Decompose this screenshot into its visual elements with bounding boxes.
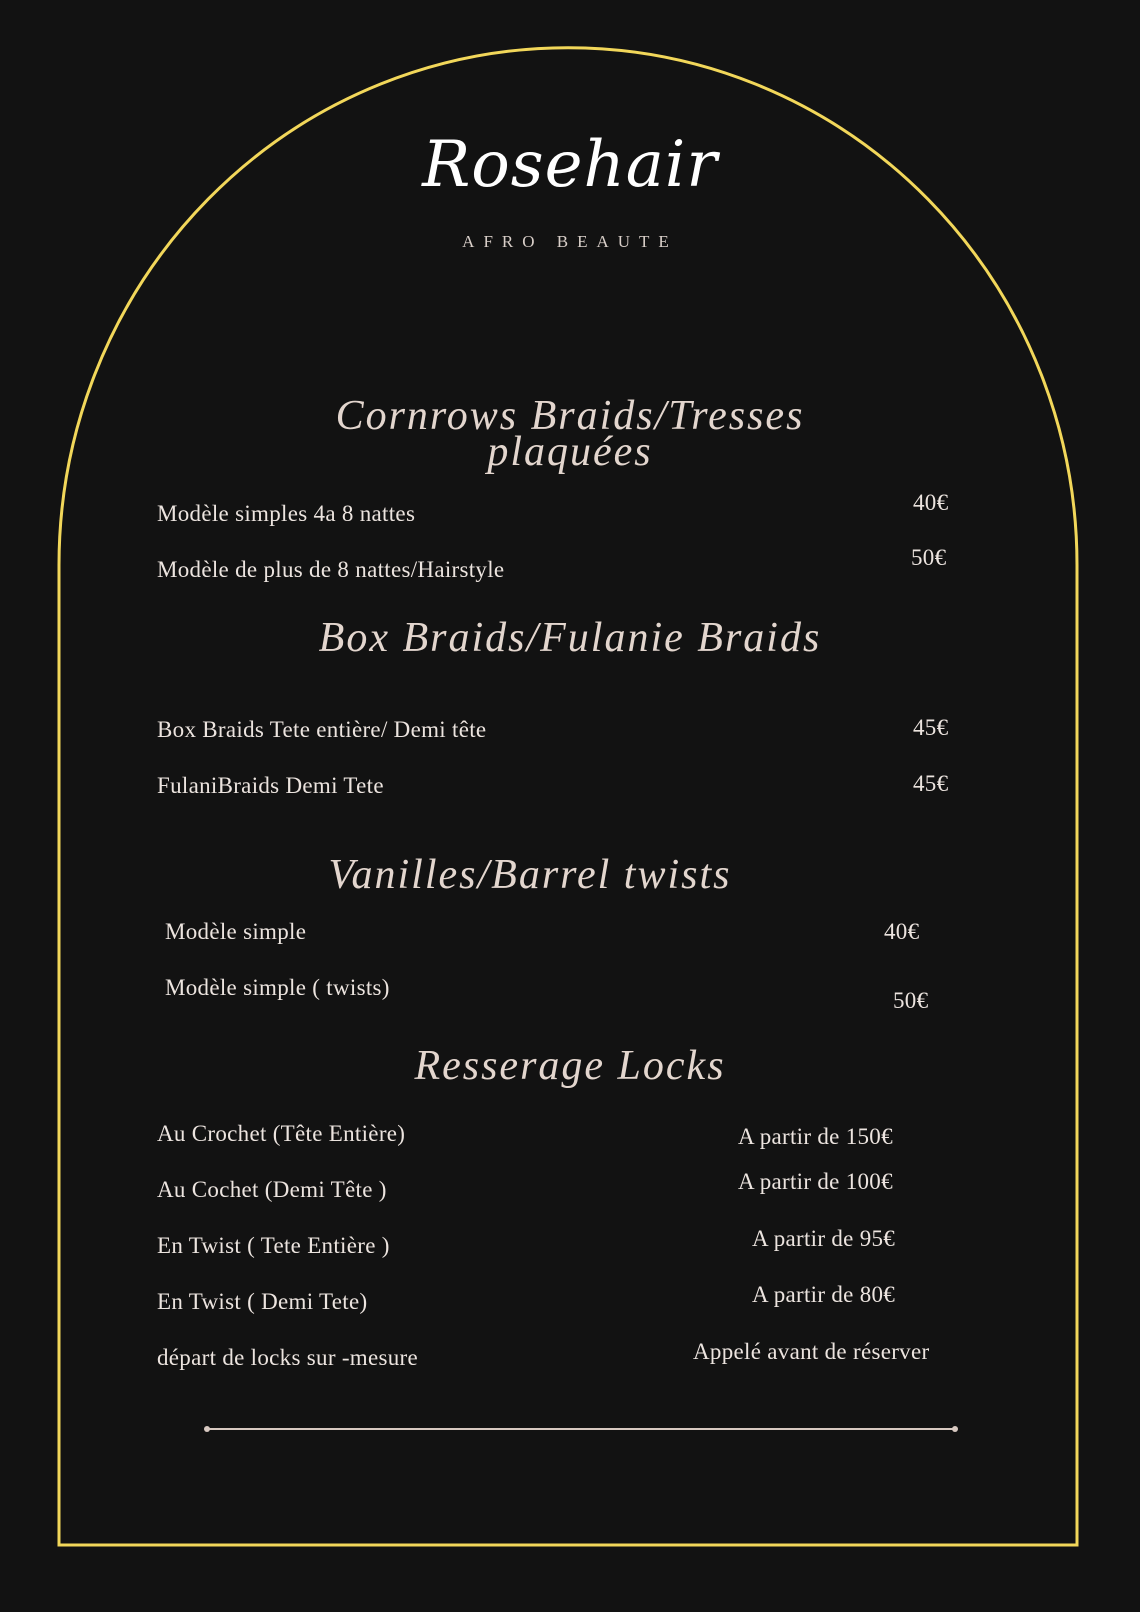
- menu-item-label: En Twist ( Tete Entière ): [157, 1233, 390, 1258]
- menu-item-label: Au Crochet (Tête Entière): [157, 1121, 406, 1146]
- menu-item-price: Appelé avant de réserver: [693, 1339, 930, 1364]
- divider-dot-left: [204, 1426, 210, 1432]
- section-title-cornrows-line2: plaquées: [487, 429, 653, 475]
- menu-item-label: Modèle de plus de 8 nattes/Hairstyle: [157, 557, 505, 582]
- menu-item-price: 40€: [884, 919, 920, 944]
- brand-logo: Rosehair: [422, 128, 718, 202]
- brand-tagline: AFRO BEAUTE: [462, 232, 678, 251]
- menu-item-label: En Twist ( Demi Tete): [157, 1289, 368, 1314]
- section-title-resserage-locks: Resserage Locks: [414, 1043, 726, 1089]
- section-title-cornrows: Cornrows Braids/Tresses: [335, 393, 805, 439]
- menu-item-label: Modèle simple: [165, 919, 307, 944]
- menu-item-label: FulaniBraids Demi Tete: [157, 773, 384, 798]
- menu-item-price: 40€: [913, 490, 949, 515]
- menu-item-price: 50€: [911, 545, 947, 570]
- menu-item-label: Modèle simple ( twists): [165, 975, 390, 1000]
- menu-item-price: 50€: [893, 988, 929, 1013]
- menu-item-price: A partir de 100€: [738, 1169, 893, 1194]
- section-title-box-braids: Box Braids/Fulanie Braids: [318, 615, 822, 661]
- menu-item-label: Modèle simples 4a 8 nattes: [157, 501, 416, 526]
- menu-item-price: A partir de 95€: [752, 1226, 896, 1251]
- menu-item-price: 45€: [913, 715, 949, 740]
- menu-item-label: départ de locks sur -mesure: [157, 1345, 419, 1370]
- menu-item-price: 45€: [913, 771, 949, 796]
- menu-item-price: A partir de 150€: [738, 1124, 893, 1149]
- section-title-vanilles: Vanilles/Barrel twists: [328, 852, 732, 898]
- menu-item-label: Box Braids Tete entière/ Demi tête: [157, 717, 487, 742]
- divider-dot-right: [952, 1426, 958, 1432]
- menu-item-price: A partir de 80€: [752, 1282, 896, 1307]
- menu-item-label: Au Cochet (Demi Tête ): [157, 1177, 387, 1202]
